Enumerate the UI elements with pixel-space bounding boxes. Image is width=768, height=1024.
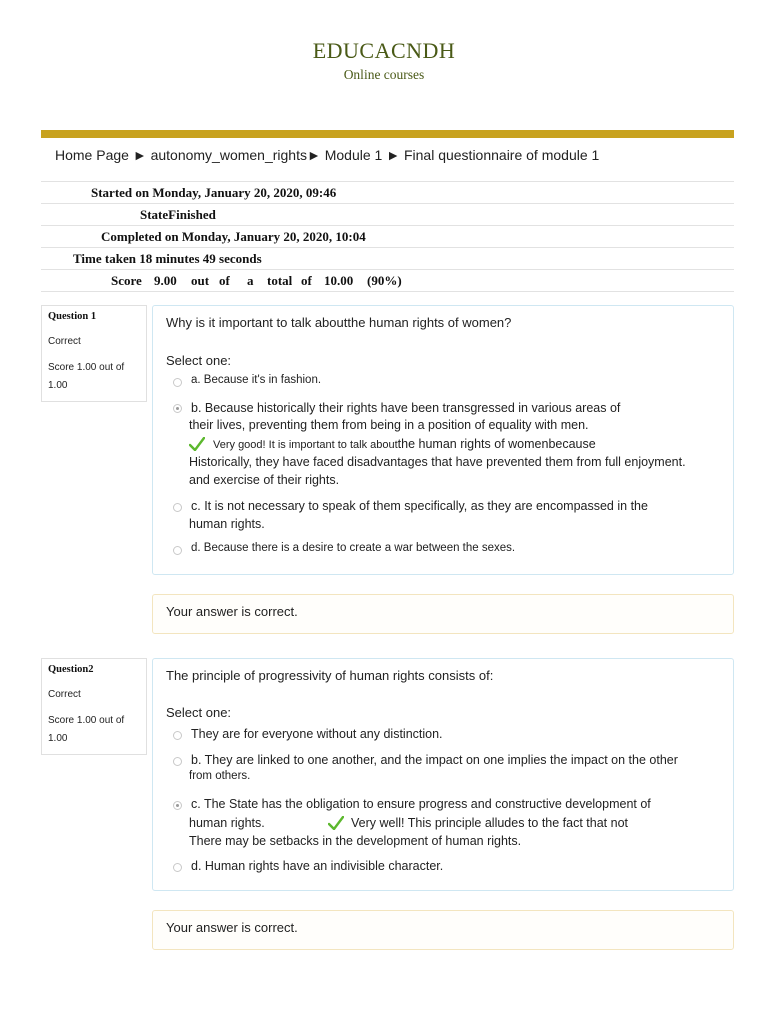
feedback-line	[213, 437, 596, 451]
select-one-label: Select one:	[166, 353, 232, 368]
summary-state-row	[41, 204, 734, 226]
feedback-line: Historically, they have faced disadvantages that have prevented them from full enjoyment.	[189, 455, 686, 469]
option-a-radio[interactable]	[173, 731, 182, 740]
started-on: Started on Monday, January 20, 2020, 09:46	[91, 185, 337, 200]
completed-on: Completed on Monday, January 20, 2020, 10:04	[101, 229, 366, 244]
header-divider	[41, 130, 734, 138]
option-b-label-cont[interactable]: from others.	[189, 770, 251, 782]
question-content	[152, 658, 734, 891]
option-d-label[interactable]: d. Because there is a desire to create a war between the sexes.	[191, 542, 516, 554]
check-icon	[328, 816, 344, 830]
question-content	[152, 305, 734, 575]
score-value: 9.00	[154, 273, 177, 288]
score-word: Score	[111, 273, 142, 288]
feedback-small: Very good! It is important to talk about	[213, 439, 398, 451]
option-a-label[interactable]: They are for everyone without any distinction.	[191, 727, 443, 741]
feedback-line: There may be setbacks in the development of human rights.	[189, 834, 522, 848]
score-word: of	[301, 273, 312, 288]
feedback-rest: the human rights of womenbecause	[397, 437, 596, 451]
question-state: Correct	[48, 336, 81, 347]
site-title: EDUCACNDH	[312, 38, 456, 63]
option-c-radio[interactable]	[173, 801, 182, 810]
option-b-radio[interactable]	[173, 757, 182, 766]
question-grade: Score 1.00 out of 1.00	[48, 715, 125, 744]
summary-score-row	[41, 270, 734, 292]
option-c-label-cont[interactable]: human rights.	[189, 517, 265, 531]
summary-completed-row	[41, 226, 734, 248]
breadcrumb[interactable]: Home Page ► autonomy_women_rights► Module 1 ► Final questionnaire of module 1	[55, 147, 600, 163]
option-c-label-cont[interactable]: human rights.	[189, 816, 265, 830]
attempt-state: StateFinished	[140, 207, 216, 222]
time-taken: Time taken 18 minutes 49 seconds	[73, 251, 262, 266]
score-total: 10.00	[324, 273, 354, 288]
question-number: Question2	[48, 664, 94, 675]
question-grade: Score 1.00 out of 1.00	[48, 362, 125, 391]
question-text: Why is it important to talk aboutthe human rights of women?	[166, 315, 512, 330]
score-percent: (90%)	[367, 273, 402, 288]
answer-feedback	[152, 594, 734, 634]
option-d-radio[interactable]	[173, 863, 182, 872]
option-c-label[interactable]: c. The State has the obligation to ensure progress and constructive development of	[191, 797, 651, 811]
site-subtitle: Online courses	[343, 67, 425, 82]
option-d-label[interactable]: d. Human rights have an indivisible character.	[191, 859, 444, 873]
option-c-label[interactable]: c. It is not necessary to speak of them specifically, as they are encompassed in the	[191, 499, 648, 513]
option-c-radio[interactable]	[173, 503, 182, 512]
option-a-label[interactable]: a. Because it's in fashion.	[191, 374, 322, 386]
check-icon	[189, 437, 205, 451]
score-word: a	[247, 273, 254, 288]
attempt-summary	[41, 181, 734, 292]
summary-time-row	[41, 248, 734, 270]
score-word: total	[267, 273, 293, 288]
select-one-label: Select one:	[166, 705, 232, 720]
feedback-line: and exercise of their rights.	[189, 473, 340, 487]
option-b-label[interactable]: b. Because historically their rights have been transgressed in various areas of	[191, 401, 621, 415]
question-number: Question 1	[48, 311, 97, 322]
option-d-radio[interactable]	[173, 546, 182, 555]
answer-result: Your answer is correct.	[166, 920, 298, 935]
question-state: Correct	[48, 689, 81, 700]
answer-feedback	[152, 910, 734, 950]
feedback-line: Very well! This principle alludes to the fact that not	[351, 816, 629, 830]
option-b-label-cont[interactable]: their lives, preventing them from being in a position of equality with men.	[189, 418, 589, 432]
question-info	[41, 658, 147, 755]
score-word: out	[191, 273, 210, 288]
option-b-radio[interactable]	[173, 404, 182, 413]
option-b-label[interactable]: b. They are linked to one another, and the impact on one implies the impact on the other	[191, 753, 678, 767]
question-info	[41, 305, 147, 402]
option-a-radio[interactable]	[173, 378, 182, 387]
score-word: of	[219, 273, 230, 288]
answer-result: Your answer is correct.	[166, 604, 298, 619]
summary-started-row	[41, 182, 734, 204]
question-text: The principle of progressivity of human rights consists of:	[166, 668, 494, 683]
